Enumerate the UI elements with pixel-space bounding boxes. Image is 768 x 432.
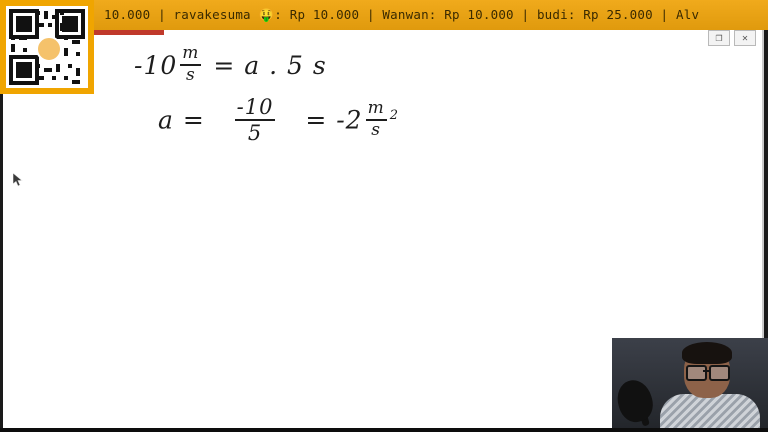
qr-finder-bottom-left [9, 55, 39, 85]
equation-line-2 [158, 95, 399, 146]
equation-line2-equals-2: = [305, 105, 328, 135]
equation-line1-rhs: a . 5 s [244, 50, 327, 80]
restore-button[interactable]: ❐ [708, 30, 730, 46]
equation-line2-fraction [235, 96, 276, 144]
equation-line2-result-unit [363, 97, 390, 142]
glasses-right-lens-icon [709, 365, 730, 381]
qr-center-avatar-icon [36, 36, 62, 62]
donation-ticker-banner [94, 0, 768, 30]
qr-finder-top-left [9, 9, 39, 39]
donation-ticker-text: 10.000 | ravakesuma 🤑: Rp 10.000 | Wanwan: Rp 10.000 | budi: Rp 25.000 | Alv [104, 7, 700, 22]
close-button[interactable]: ✕ [734, 30, 756, 46]
equation-line2-equals-1: = [182, 105, 205, 135]
equation-line1-equals: = [213, 50, 236, 80]
presenter-hair [682, 342, 732, 364]
bottom-edge-bar [0, 428, 768, 432]
presenter-webcam[interactable] [612, 338, 768, 428]
red-accent-strip [94, 30, 164, 35]
line2-unit-numerator: m [367, 97, 385, 118]
qr-code-image [6, 6, 88, 88]
line1-unit-denominator: s [185, 64, 196, 85]
presenter-shirt [660, 394, 760, 428]
fraction-denominator: 5 [247, 121, 263, 146]
line2-unit-exponent: 2 [389, 108, 399, 124]
equation-line2-variable: a [158, 105, 174, 135]
equation-line1-lhs-value: -10 [134, 50, 178, 80]
window-controls [708, 30, 756, 46]
fraction-numerator: -10 [236, 95, 274, 119]
qr-code-donation-panel[interactable] [0, 0, 94, 94]
equation-line1-lhs-unit [177, 43, 204, 87]
glasses-left-lens-icon [686, 365, 707, 381]
equation-line-1 [134, 43, 327, 90]
glasses-bridge-icon [703, 370, 709, 372]
line1-unit-numerator: m [182, 43, 200, 63]
line2-unit-denominator: s [371, 119, 382, 140]
mouse-cursor-icon [13, 173, 21, 185]
equation-line2-result-value: -2 [336, 105, 363, 135]
